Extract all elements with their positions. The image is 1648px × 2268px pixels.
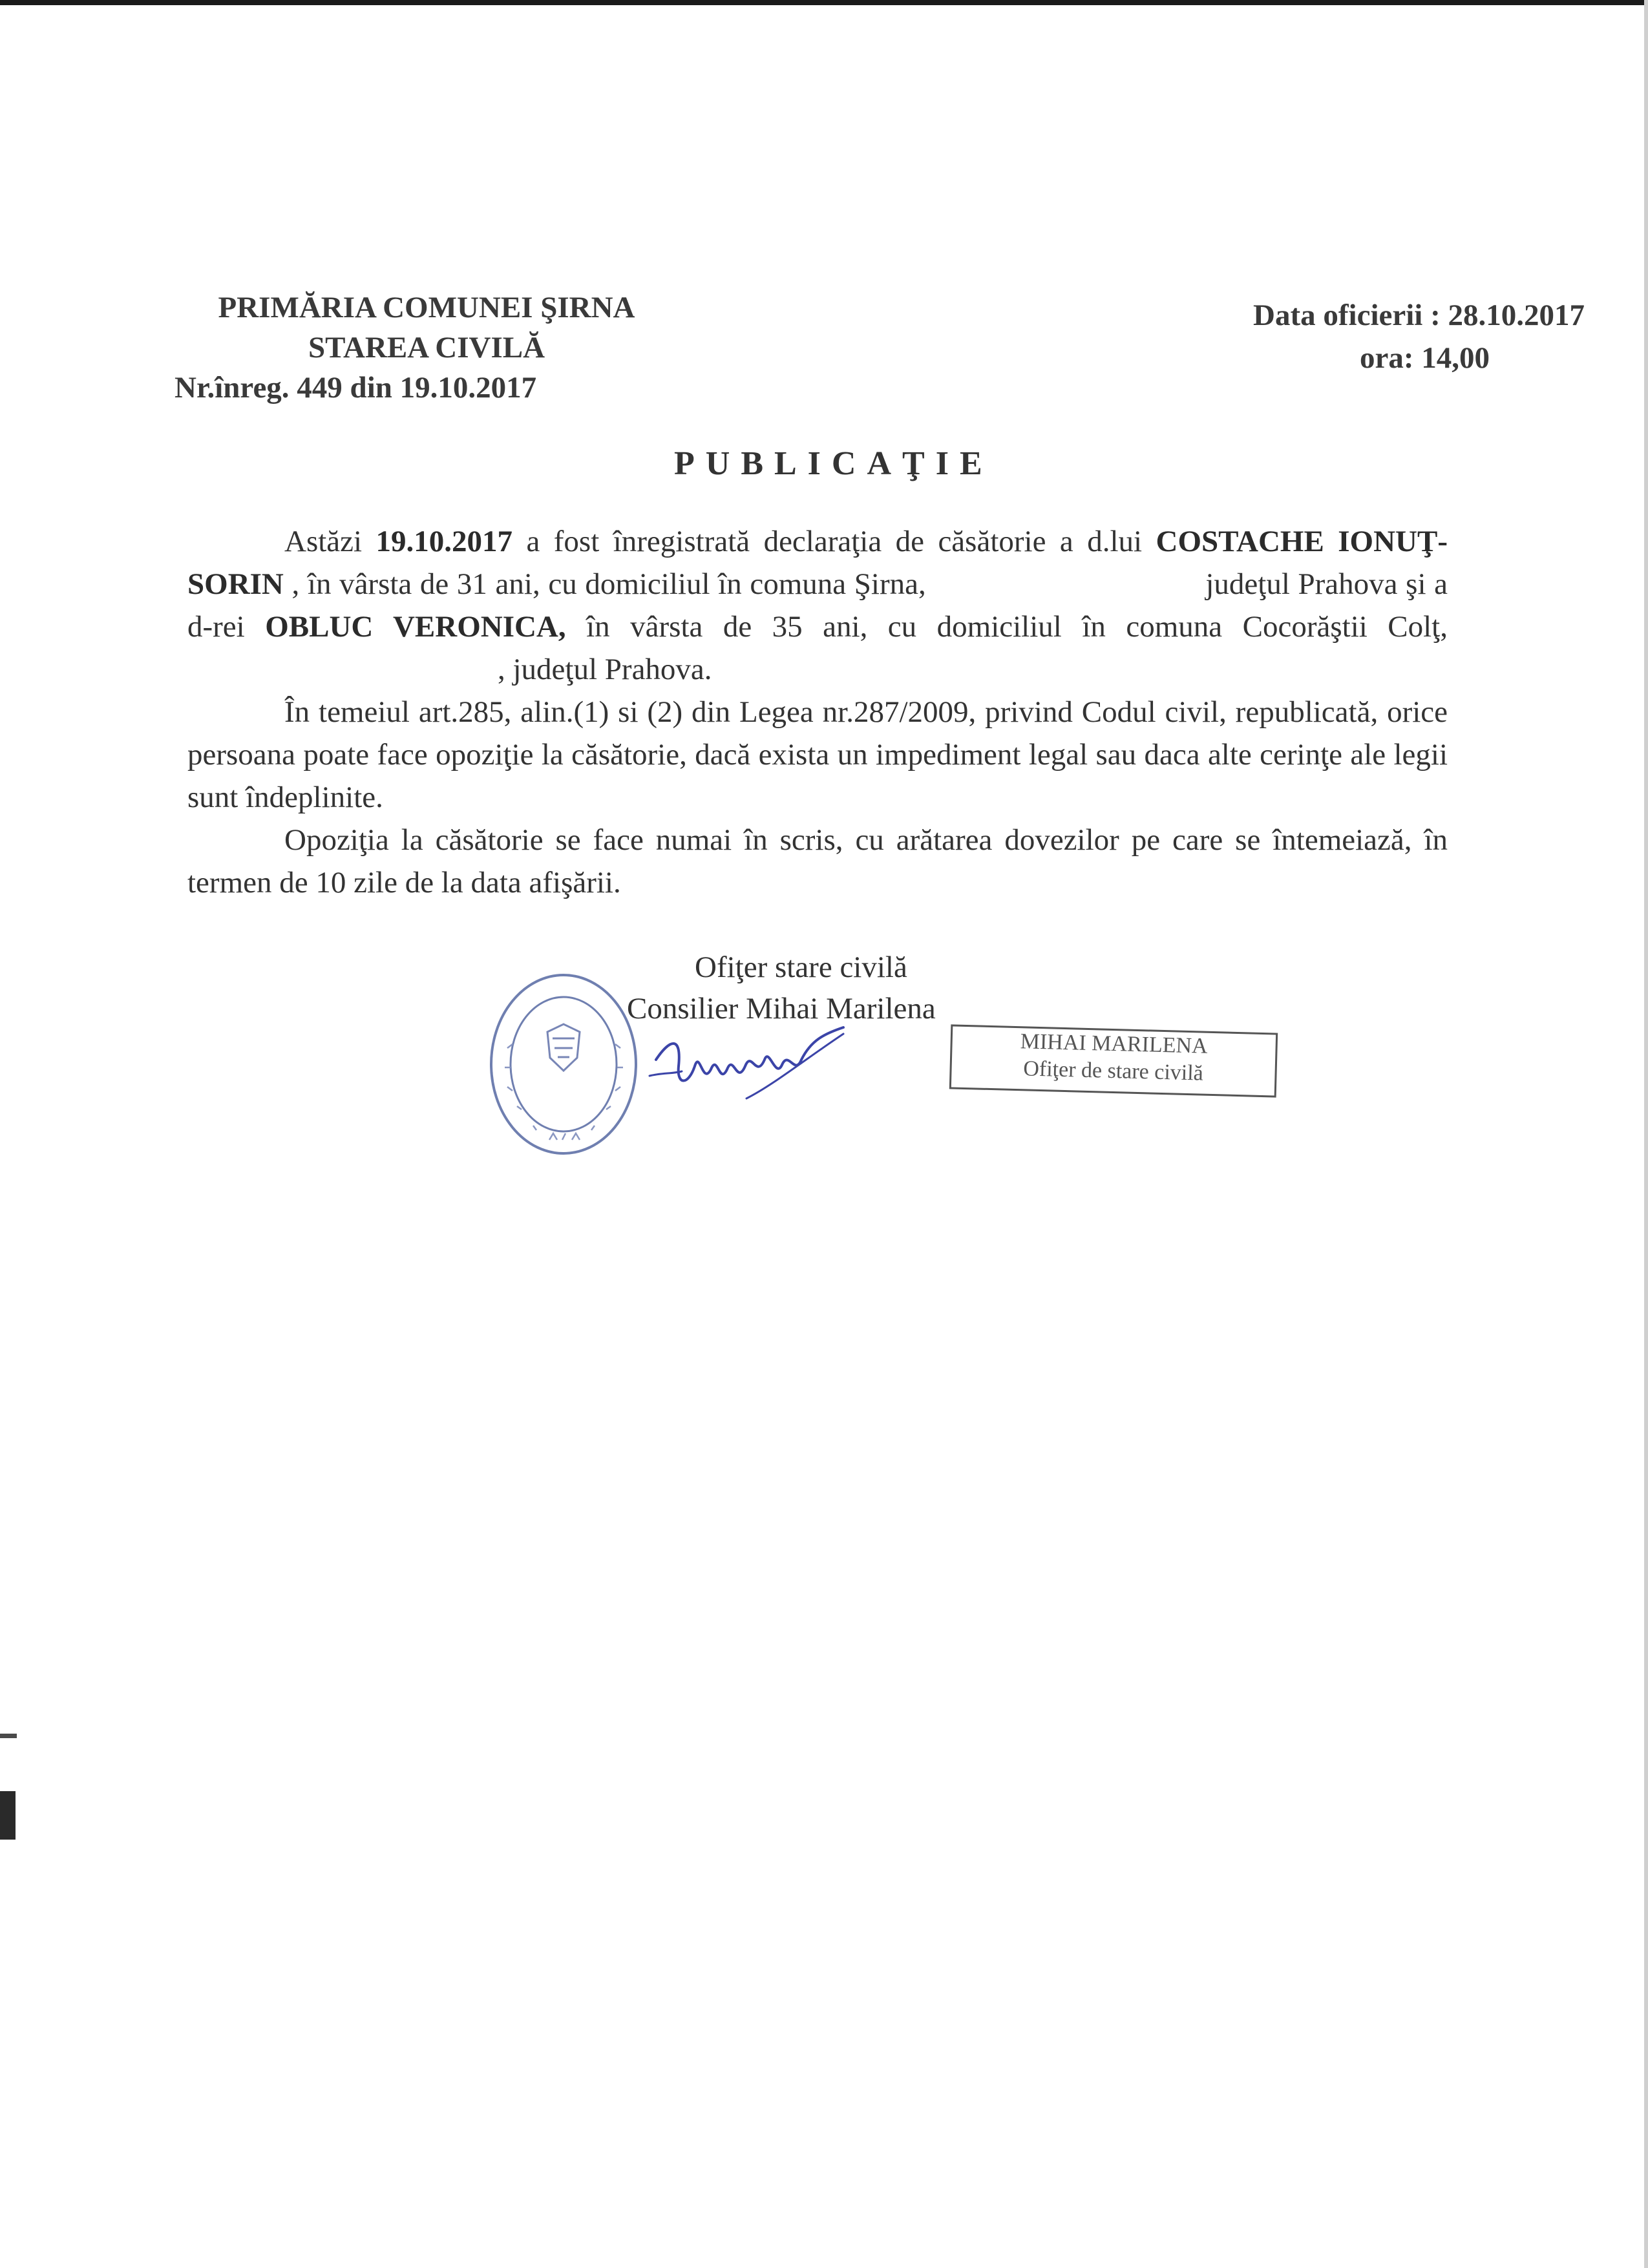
official-round-seal bbox=[488, 971, 640, 1158]
scan-mark bbox=[0, 1791, 16, 1840]
paragraph-declaration bbox=[187, 520, 1448, 691]
stamp-name: MIHAI MARILENA bbox=[1020, 1029, 1209, 1058]
signatory-role: Ofiţer stare civilă bbox=[695, 950, 907, 984]
bride-name: OBLUC VERONICA, bbox=[265, 610, 566, 644]
groom-name: COSTACHE IONUŢ-SORIN bbox=[187, 525, 1448, 601]
document-title: PUBLICAŢIE bbox=[674, 445, 993, 482]
document-body bbox=[187, 520, 1448, 904]
handwritten-signature bbox=[643, 1014, 856, 1105]
registration-number: Nr.înreg. 449 din 19.10.2017 bbox=[174, 371, 537, 404]
scan-mark bbox=[0, 1734, 17, 1738]
text-span: a fost înregistrată declaraţia de căsătorie a d.lui bbox=[512, 525, 1156, 558]
institution-name: PRIMĂRIA COMUNEI ŞIRNA bbox=[218, 291, 635, 324]
text-span: în vârsta de 35 ani, cu domiciliul în comuna Cocorăştii Colţ, bbox=[565, 610, 1448, 644]
paragraph-legal-basis: În temeiul art.285, alin.(1) si (2) din Legea nr.287/2009, privind Codul civil, republicată, orice persoana poate face opoziţie la căsătorie, dacă exista un impediment legal sau daca alte cerinţe ale legii sunt îndeplinite. bbox=[187, 695, 1448, 814]
header-institution-block bbox=[174, 288, 679, 408]
header-ceremony-block bbox=[1087, 294, 1585, 379]
scan-border-top bbox=[0, 0, 1648, 5]
text-span: , în vârsta de 31 ani, cu domiciliul în comuna Şirna, bbox=[283, 567, 935, 601]
text-span: Astăzi bbox=[284, 525, 376, 558]
ceremony-date: Data oficierii : 28.10.2017 bbox=[1253, 299, 1585, 332]
text-span: , judeţul Prahova. bbox=[498, 653, 712, 686]
signatory-name: Consilier Mihai Marilena bbox=[627, 992, 936, 1025]
department-name: STAREA CIVILĂ bbox=[308, 331, 545, 364]
stamp-role: Ofiţer de stare civilă bbox=[1022, 1056, 1204, 1086]
paragraph-opposition: Opoziţia la căsătorie se face numai în scris, cu arătarea dovezilor pe care se întemeiază, în termen de 10 zile de la data afişării. bbox=[187, 823, 1448, 899]
scan-border-right bbox=[1644, 0, 1648, 2268]
name-stamp bbox=[949, 1024, 1278, 1097]
registration-date: 19.10.2017 bbox=[375, 525, 513, 558]
ceremony-time: ora: 14,00 bbox=[1359, 341, 1490, 375]
text-span: judeţul Prahova şi a d-rei bbox=[187, 567, 1448, 644]
